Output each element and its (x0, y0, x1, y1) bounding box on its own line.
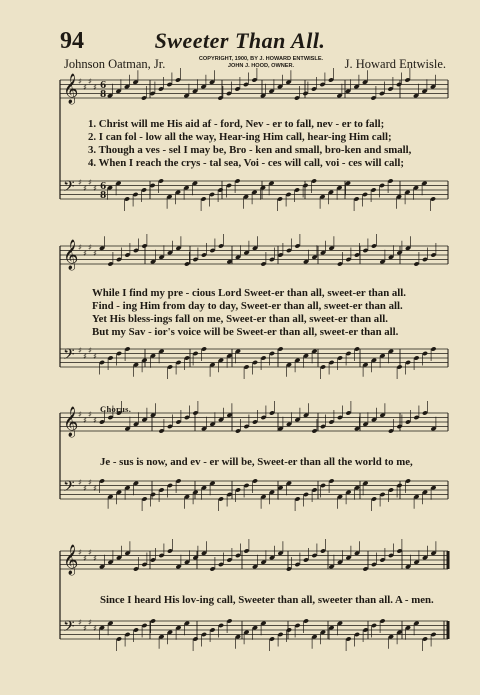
sharp-icon: ♯ (83, 83, 87, 92)
verse-1-line-2: While I find my pre - cious Lord Sweet-er than all, sweet-er than all. (92, 287, 406, 299)
sharp-icon: ♯ (88, 618, 92, 627)
bass-clef-icon: 𝄢 (63, 618, 75, 639)
sharp-icon: ♯ (83, 416, 87, 425)
chorus-lyric-line-1: Je - sus is now, and ev - er will be, Sweet-er than all the world to me, (100, 456, 413, 468)
sharp-icon: ♯ (93, 484, 97, 493)
treble-clef-icon: 𝄞 (63, 545, 79, 575)
sharp-icon: ♯ (88, 346, 92, 355)
verse-3-line-2: Yet His bless-ings fall on me, Sweet-er than all, sweet-er than all. (92, 313, 388, 325)
bass-clef-icon: 𝄢 (63, 478, 75, 499)
time-signature: 8 (100, 191, 107, 201)
sharp-icon: ♯ (78, 478, 82, 487)
copyright-line-1: COPYRIGHT, 1900, BY J. HOWARD ENTWISLE. (198, 56, 324, 62)
verse-3-line-1: 3. Though a ves - sel I may be, Bro - ken and small, bro-ken and small, (88, 144, 412, 156)
sharp-icon: ♯ (83, 624, 87, 633)
time-signature: 8 (100, 90, 107, 100)
sharp-icon: ♯ (88, 77, 92, 86)
time-signature: 6 (100, 182, 107, 192)
sharp-icon: ♯ (78, 243, 82, 252)
time-signature: 6 (100, 81, 107, 91)
sharp-icon: ♯ (78, 410, 82, 419)
sharp-icon: ♯ (93, 184, 97, 193)
chorus-lyric-line-2: Since I heard His lov-ing call, Sweeter than all, sweeter than all. A - men. (100, 594, 434, 606)
sharp-icon: ♯ (93, 624, 97, 633)
sharp-icon: ♯ (93, 416, 97, 425)
sharp-icon: ♯ (88, 548, 92, 557)
sharp-icon: ♯ (78, 77, 82, 86)
sharp-icon: ♯ (88, 243, 92, 252)
bass-clef-icon: 𝄢 (63, 346, 75, 367)
verse-4-line-2: But my Sav - ior's voice will be Sweet-er than all, sweet-er than all. (92, 326, 399, 338)
sharp-icon: ♯ (78, 178, 82, 187)
hymn-number: 94 (60, 28, 84, 54)
copyright-line-2: JOHN J. HOOD, OWNER. (227, 63, 295, 69)
treble-clef-icon: 𝄞 (63, 240, 79, 270)
bass-clef-icon: 𝄢 (63, 178, 75, 199)
verse-4-line-1: 4. When I reach the crys - tal sea, Voi - ces will call, voi - ces will call; (88, 157, 404, 169)
sharp-icon: ♯ (93, 83, 97, 92)
sharp-icon: ♯ (78, 618, 82, 627)
sharp-icon: ♯ (83, 554, 87, 563)
sharp-icon: ♯ (88, 410, 92, 419)
chorus-label: Chorus. (100, 404, 132, 414)
lyricist-name: Johnson Oatman, Jr. (64, 57, 166, 71)
composer-name: J. Howard Entwisle. (344, 57, 446, 71)
hymn-title: Sweeter Than All. (154, 28, 326, 53)
sharp-icon: ♯ (93, 249, 97, 258)
sharp-icon: ♯ (88, 478, 92, 487)
treble-clef-icon: 𝄞 (63, 407, 79, 437)
treble-clef-icon: 𝄞 (63, 74, 79, 104)
sharp-icon: ♯ (78, 548, 82, 557)
sharp-icon: ♯ (93, 554, 97, 563)
sharp-icon: ♯ (83, 352, 87, 361)
sharp-icon: ♯ (83, 484, 87, 493)
sharp-icon: ♯ (88, 178, 92, 187)
sharp-icon: ♯ (78, 346, 82, 355)
verse-1-line-1: 1. Christ will me His aid af - ford, Nev - er to fall, nev - er to fall; (88, 118, 385, 130)
verse-2-line-1: 2. I can fol - low all the way, Hear-ing Him call, hear-ing Him call; (88, 131, 392, 143)
sharp-icon: ♯ (83, 249, 87, 258)
sharp-icon: ♯ (83, 184, 87, 193)
sharp-icon: ♯ (93, 352, 97, 361)
verse-2-line-2: Find - ing Him from day to day, Sweet-er than all, sweet-er than all. (92, 300, 403, 312)
copyright-notice (186, 56, 336, 70)
